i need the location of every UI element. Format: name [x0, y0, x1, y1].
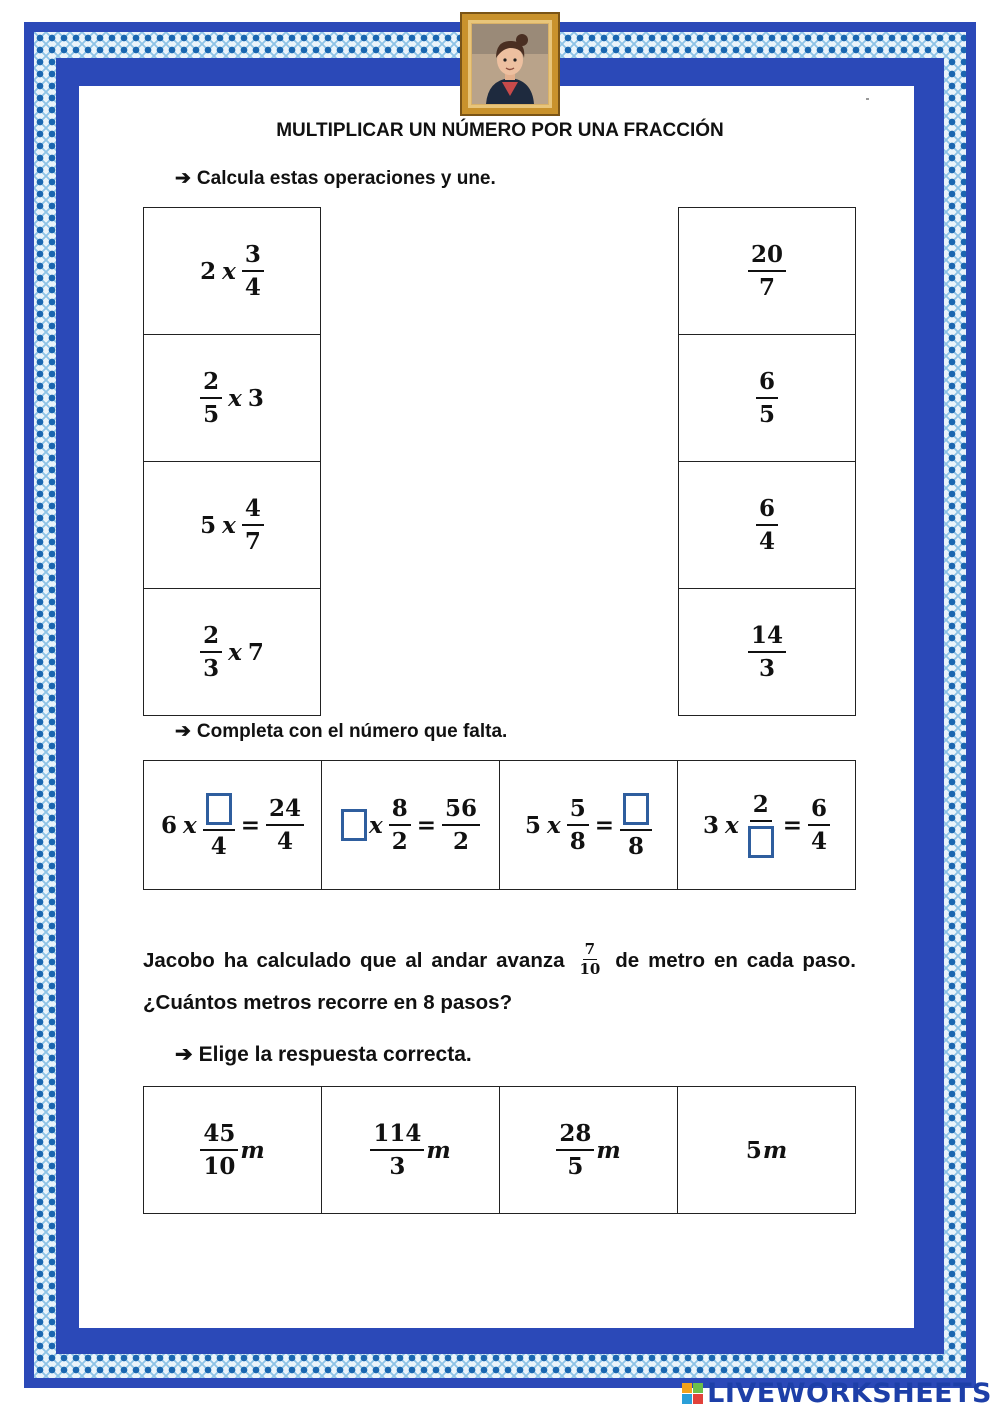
times-sign: x [228, 384, 242, 412]
avatar-icon [472, 24, 548, 104]
value: 5 [745, 1136, 762, 1164]
operand: 5 [200, 511, 217, 539]
numerator: 5 [567, 797, 589, 826]
match-right-3[interactable] [678, 461, 856, 589]
equals-sign: = [240, 811, 260, 839]
match-right-1[interactable] [678, 207, 856, 335]
numerator [203, 793, 235, 831]
equals-sign: = [782, 811, 802, 839]
instruction-text: Completa con el número que falta. [196, 721, 508, 742]
instruction-complete [175, 720, 507, 743]
denominator: 7 [244, 528, 261, 555]
denominator: 4 [277, 828, 294, 855]
fraction [748, 624, 786, 680]
instruction-match [175, 167, 496, 190]
numerator: 8 [389, 797, 411, 826]
answer-option-1[interactable] [143, 1086, 322, 1214]
watermark-text: LIVEWORKSHEETS [707, 1378, 992, 1409]
operand: 2 [200, 257, 217, 285]
fraction [556, 1122, 594, 1178]
instruction-choose [175, 1042, 472, 1067]
fraction [756, 370, 778, 426]
denominator [745, 822, 777, 858]
unit: m [240, 1136, 265, 1164]
fraction [577, 942, 602, 977]
match-left-3[interactable] [143, 461, 321, 589]
equation-3 [499, 760, 678, 890]
times-sign: x [725, 811, 739, 839]
numerator: 45 [200, 1122, 238, 1151]
unit: m [762, 1136, 788, 1164]
denominator: 3 [758, 655, 775, 682]
fraction [389, 797, 411, 853]
page-title: MULTIPLICAR UN NÚMERO POR UNA FRACCIÓN [276, 120, 724, 141]
times-sign: x [368, 811, 383, 839]
logo-icon [682, 1383, 703, 1404]
fraction [808, 797, 830, 853]
denominator: 10 [579, 960, 601, 979]
unit: m [596, 1136, 621, 1164]
operand: 6 [160, 811, 177, 839]
numerator: 6 [756, 497, 778, 526]
denominator: 10 [203, 1153, 236, 1180]
numerator: 28 [556, 1122, 594, 1151]
equals-sign: = [416, 811, 436, 839]
fraction [620, 793, 652, 858]
word-problem [143, 940, 856, 1024]
denominator: 8 [628, 832, 645, 860]
numerator: 14 [748, 624, 786, 653]
liveworksheets-logo [682, 1378, 992, 1409]
times-sign: x [228, 638, 242, 666]
answer-blank[interactable] [748, 826, 774, 858]
equals-sign: = [594, 811, 615, 839]
numerator: 2 [750, 793, 772, 822]
denominator: 4 [244, 274, 261, 301]
denominator: 5 [203, 401, 220, 428]
numerator: 6 [808, 797, 830, 826]
answer-blank[interactable] [623, 793, 649, 825]
fraction [200, 1122, 238, 1178]
denominator: 7 [758, 274, 775, 301]
denominator: 4 [811, 828, 828, 855]
times-sign: x [547, 811, 561, 839]
fraction [370, 1122, 424, 1178]
numerator [620, 793, 652, 831]
numerator: 7 [584, 940, 596, 959]
avatar-portrait [462, 14, 558, 114]
match-left-1[interactable] [143, 207, 321, 335]
arrow-icon: ➔ [175, 168, 191, 189]
operand: 3 [702, 811, 719, 839]
match-left-2[interactable] [143, 334, 321, 462]
denominator: 8 [569, 828, 586, 855]
denominator: 5 [567, 1153, 584, 1180]
arrow-icon: ➔ [175, 721, 191, 742]
stray-mark [866, 98, 869, 100]
times-sign: x [222, 511, 236, 539]
numerator: 2 [200, 624, 222, 653]
fraction [242, 243, 264, 299]
denominator: 5 [758, 401, 775, 428]
operand: 7 [247, 638, 264, 666]
numerator: 4 [242, 497, 264, 526]
unit: m [426, 1136, 451, 1164]
denominator: 3 [203, 655, 220, 682]
answer-blank[interactable] [341, 809, 367, 841]
times-sign: x [222, 257, 236, 285]
match-right-4[interactable] [678, 588, 856, 716]
numerator: 2 [200, 370, 222, 399]
fraction [200, 370, 222, 426]
denominator: 2 [391, 828, 408, 855]
numerator: 56 [442, 797, 480, 826]
times-sign: x [183, 811, 197, 839]
denominator: 2 [453, 828, 470, 855]
answer-option-2[interactable] [321, 1086, 500, 1214]
fraction [567, 797, 589, 853]
numerator: 3 [242, 243, 264, 272]
numerator: 114 [370, 1122, 424, 1151]
numerator: 6 [756, 370, 778, 399]
problem-text: de metro en cada paso. ¿Cuántos metros recorre en 8 pasos? [143, 949, 856, 1014]
instruction-text: Elige la respuesta correcta. [198, 1043, 472, 1066]
answer-blank[interactable] [206, 793, 232, 825]
equation-2 [321, 760, 500, 890]
equation-4 [677, 760, 856, 890]
fraction [266, 797, 304, 853]
answer-option-3[interactable] [499, 1086, 678, 1214]
equation-1 [143, 760, 322, 890]
fraction [442, 797, 480, 853]
numerator: 24 [266, 797, 304, 826]
fraction [203, 793, 235, 858]
numerator: 20 [748, 243, 786, 272]
arrow-icon: ➔ [175, 1043, 193, 1066]
match-left-4[interactable] [143, 588, 321, 716]
denominator: 4 [758, 528, 775, 555]
answer-option-4[interactable] [677, 1086, 856, 1214]
denominator: 3 [389, 1153, 406, 1180]
fraction [748, 243, 786, 299]
fraction [200, 624, 222, 680]
denominator: 4 [210, 832, 227, 860]
fraction [242, 497, 264, 553]
problem-text: Jacobo ha calculado que al andar avanza [143, 949, 565, 972]
operand: 3 [247, 384, 264, 412]
fraction [745, 790, 777, 858]
instruction-text: Calcula estas operaciones y une. [196, 168, 496, 189]
fraction [756, 497, 778, 553]
match-right-2[interactable] [678, 334, 856, 462]
operand: 5 [524, 811, 541, 839]
